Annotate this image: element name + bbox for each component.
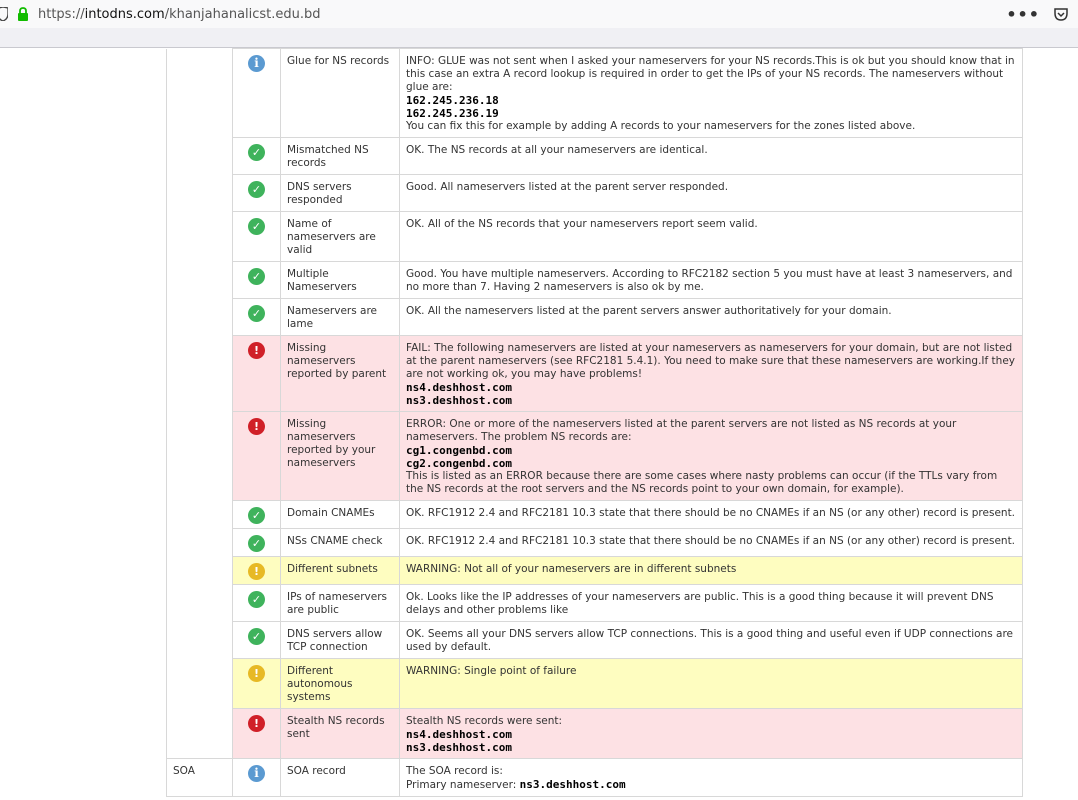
- report-row: [167, 622, 1023, 659]
- report-row: [167, 529, 1023, 557]
- status-cell: [233, 175, 281, 212]
- url-scheme: https://: [38, 6, 85, 22]
- test-name: Missing nameservers reported by your nameservers: [281, 412, 400, 501]
- report-row: [167, 336, 1023, 412]
- test-result: [400, 759, 1023, 797]
- status-cell: [233, 622, 281, 659]
- dns-report-table: [166, 48, 1023, 797]
- test-name: NSs CNAME check: [281, 529, 400, 557]
- result-text: Good. All nameservers listed at the parent server responded.: [406, 181, 729, 193]
- url-path: /khanjahanalicst.edu.bd: [164, 6, 321, 22]
- result-text: WARNING: Not all of your nameservers are in different subnets: [406, 563, 737, 575]
- page-content: [0, 48, 1078, 800]
- test-result: [400, 262, 1023, 299]
- test-name: Different autonomous systems: [281, 659, 400, 709]
- report-row: [167, 262, 1023, 299]
- test-name: Nameservers are lame: [281, 299, 400, 336]
- result-text: The SOA record is:: [406, 765, 503, 777]
- result-text: INFO: GLUE was not sent when I asked your nameservers for your NS records.This is ok but you should know that in this case an extra A record lookup is required in order to get the IPs of your NS records. The nameservers without glue are:: [406, 55, 1015, 93]
- report-row: [167, 212, 1023, 262]
- highlighted-value: cg1.congenbd.com: [406, 444, 512, 457]
- check-circle-icon: ✓: [248, 305, 265, 322]
- lock-icon[interactable]: [16, 7, 30, 21]
- status-cell: [233, 709, 281, 759]
- report-row: [167, 412, 1023, 501]
- status-cell: [233, 557, 281, 585]
- url-bar[interactable]: [0, 0, 1078, 28]
- test-name: Stealth NS records sent: [281, 709, 400, 759]
- result-text: You can fix this for example by adding A records to your nameservers for the zones listed above.: [406, 120, 916, 132]
- check-circle-icon: ✓: [248, 268, 265, 285]
- test-name: Mismatched NS records: [281, 138, 400, 175]
- highlighted-value: ns4.deshhost.com: [406, 728, 512, 741]
- test-result: [400, 299, 1023, 336]
- test-result: [400, 622, 1023, 659]
- status-cell: [233, 262, 281, 299]
- result-text: OK. The NS records at all your nameservers are identical.: [406, 144, 708, 156]
- report-row: [167, 501, 1023, 529]
- check-circle-icon: ✓: [248, 218, 265, 235]
- check-circle-icon: ✓: [248, 507, 265, 524]
- test-result: [400, 212, 1023, 262]
- test-name: Name of nameservers are valid: [281, 212, 400, 262]
- result-text: Stealth NS records were sent:: [406, 715, 563, 727]
- test-result: [400, 175, 1023, 212]
- result-text: Ok. Looks like the IP addresses of your nameservers are public. This is a good thing because it will prevent DNS delays and other problems like: [406, 591, 994, 616]
- check-circle-icon: ✓: [248, 144, 265, 161]
- result-text: ERROR: One or more of the nameservers listed at the parent servers are not listed as NS records at your nameservers. The problem NS records are:: [406, 418, 957, 443]
- status-cell: [233, 299, 281, 336]
- highlighted-value: 162.245.236.18: [406, 94, 499, 107]
- page-actions-menu-icon[interactable]: •••: [1006, 4, 1040, 24]
- result-text: [406, 778, 1016, 792]
- bookmarks-toolbar: [0, 28, 1078, 48]
- info-circle-icon: i: [248, 765, 265, 782]
- report-row: [167, 49, 1023, 138]
- category-cell: [167, 49, 233, 759]
- test-result: [400, 585, 1023, 622]
- test-result: [400, 501, 1023, 529]
- status-cell: [233, 659, 281, 709]
- status-cell: [233, 529, 281, 557]
- error-circle-icon: !: [248, 342, 265, 359]
- result-text: OK. All the nameservers listed at the parent servers answer authoritatively for your domain.: [406, 305, 892, 317]
- highlighted-value: 162.245.236.19: [406, 107, 499, 120]
- result-text: OK. Seems all your DNS servers allow TCP connections. This is a good thing and useful even if UDP connections are used by default.: [406, 628, 1014, 653]
- report-row: [167, 659, 1023, 709]
- report-row: [167, 299, 1023, 336]
- check-circle-icon: ✓: [248, 628, 265, 645]
- test-name: SOA record: [281, 759, 400, 797]
- test-result: [400, 557, 1023, 585]
- report-row: [167, 557, 1023, 585]
- test-name: IPs of nameservers are public: [281, 585, 400, 622]
- highlighted-value: ns3.deshhost.com: [406, 741, 512, 754]
- report-row-soa: [167, 759, 1023, 797]
- report-row: [167, 175, 1023, 212]
- status-cell: [233, 412, 281, 501]
- highlighted-value: cg2.congenbd.com: [406, 457, 512, 470]
- status-cell: [233, 336, 281, 412]
- test-name: DNS servers allow TCP connection: [281, 622, 400, 659]
- warning-circle-icon: !: [248, 563, 265, 580]
- error-circle-icon: !: [248, 418, 265, 435]
- result-text: OK. RFC1912 2.4 and RFC2181 10.3 state that there should be no CNAMEs if an NS (or any other) record is present.: [406, 507, 1016, 519]
- test-result: [400, 412, 1023, 501]
- url-text[interactable]: [38, 7, 321, 22]
- highlighted-value: ns3.deshhost.com: [406, 394, 512, 407]
- test-result: [400, 49, 1023, 138]
- result-text: OK. All of the NS records that your nameservers report seem valid.: [406, 218, 758, 230]
- primary-ns-label: Primary nameserver:: [406, 779, 520, 791]
- test-result: [400, 709, 1023, 759]
- report-row: [167, 138, 1023, 175]
- status-cell: [233, 585, 281, 622]
- url-host: intodns.com: [84, 6, 165, 22]
- category-label: SOA: [167, 759, 233, 797]
- status-cell: [233, 759, 281, 797]
- shield-icon[interactable]: [0, 7, 8, 21]
- test-result: [400, 138, 1023, 175]
- test-result: [400, 529, 1023, 557]
- status-cell: [233, 49, 281, 138]
- test-name: Domain CNAMEs: [281, 501, 400, 529]
- check-circle-icon: ✓: [248, 535, 265, 552]
- report-row: [167, 585, 1023, 622]
- pocket-icon[interactable]: [1054, 7, 1068, 21]
- result-text: FAIL: The following nameservers are listed at your nameservers as nameservers for your domain, but are not listed at the parent nameservers (see RFC2181 5.4.1). You need to make sure that these nameservers are working.If they are not working ok, you may have problems!: [406, 342, 1016, 380]
- status-cell: [233, 212, 281, 262]
- test-name: Missing nameservers reported by parent: [281, 336, 400, 412]
- primary-ns-value: ns3.deshhost.com: [519, 778, 626, 791]
- test-result: [400, 336, 1023, 412]
- test-name: DNS servers responded: [281, 175, 400, 212]
- result-text: This is listed as an ERROR because there are some cases where nasty problems can occur (if the TTLs vary from the NS records at the root servers and the NS records point to your own domain, for example).: [406, 470, 998, 495]
- result-text: WARNING: Single point of failure: [406, 665, 577, 677]
- test-result: [400, 659, 1023, 709]
- result-text: Good. You have multiple nameservers. According to RFC2182 section 5 you must have at least 3 nameservers, and no more than 7. Having 2 nameservers is also ok by me.: [406, 268, 1013, 293]
- result-text: OK. RFC1912 2.4 and RFC2181 10.3 state that there should be no CNAMEs if an NS (or any other) record is present.: [406, 535, 1016, 547]
- status-cell: [233, 138, 281, 175]
- status-cell: [233, 501, 281, 529]
- check-circle-icon: ✓: [248, 591, 265, 608]
- test-name: Different subnets: [281, 557, 400, 585]
- test-name: Multiple Nameservers: [281, 262, 400, 299]
- report-row: [167, 709, 1023, 759]
- test-name: Glue for NS records: [281, 49, 400, 138]
- check-circle-icon: ✓: [248, 181, 265, 198]
- warning-circle-icon: !: [248, 665, 265, 682]
- highlighted-value: ns4.deshhost.com: [406, 381, 512, 394]
- info-circle-icon: i: [248, 55, 265, 72]
- error-circle-icon: !: [248, 715, 265, 732]
